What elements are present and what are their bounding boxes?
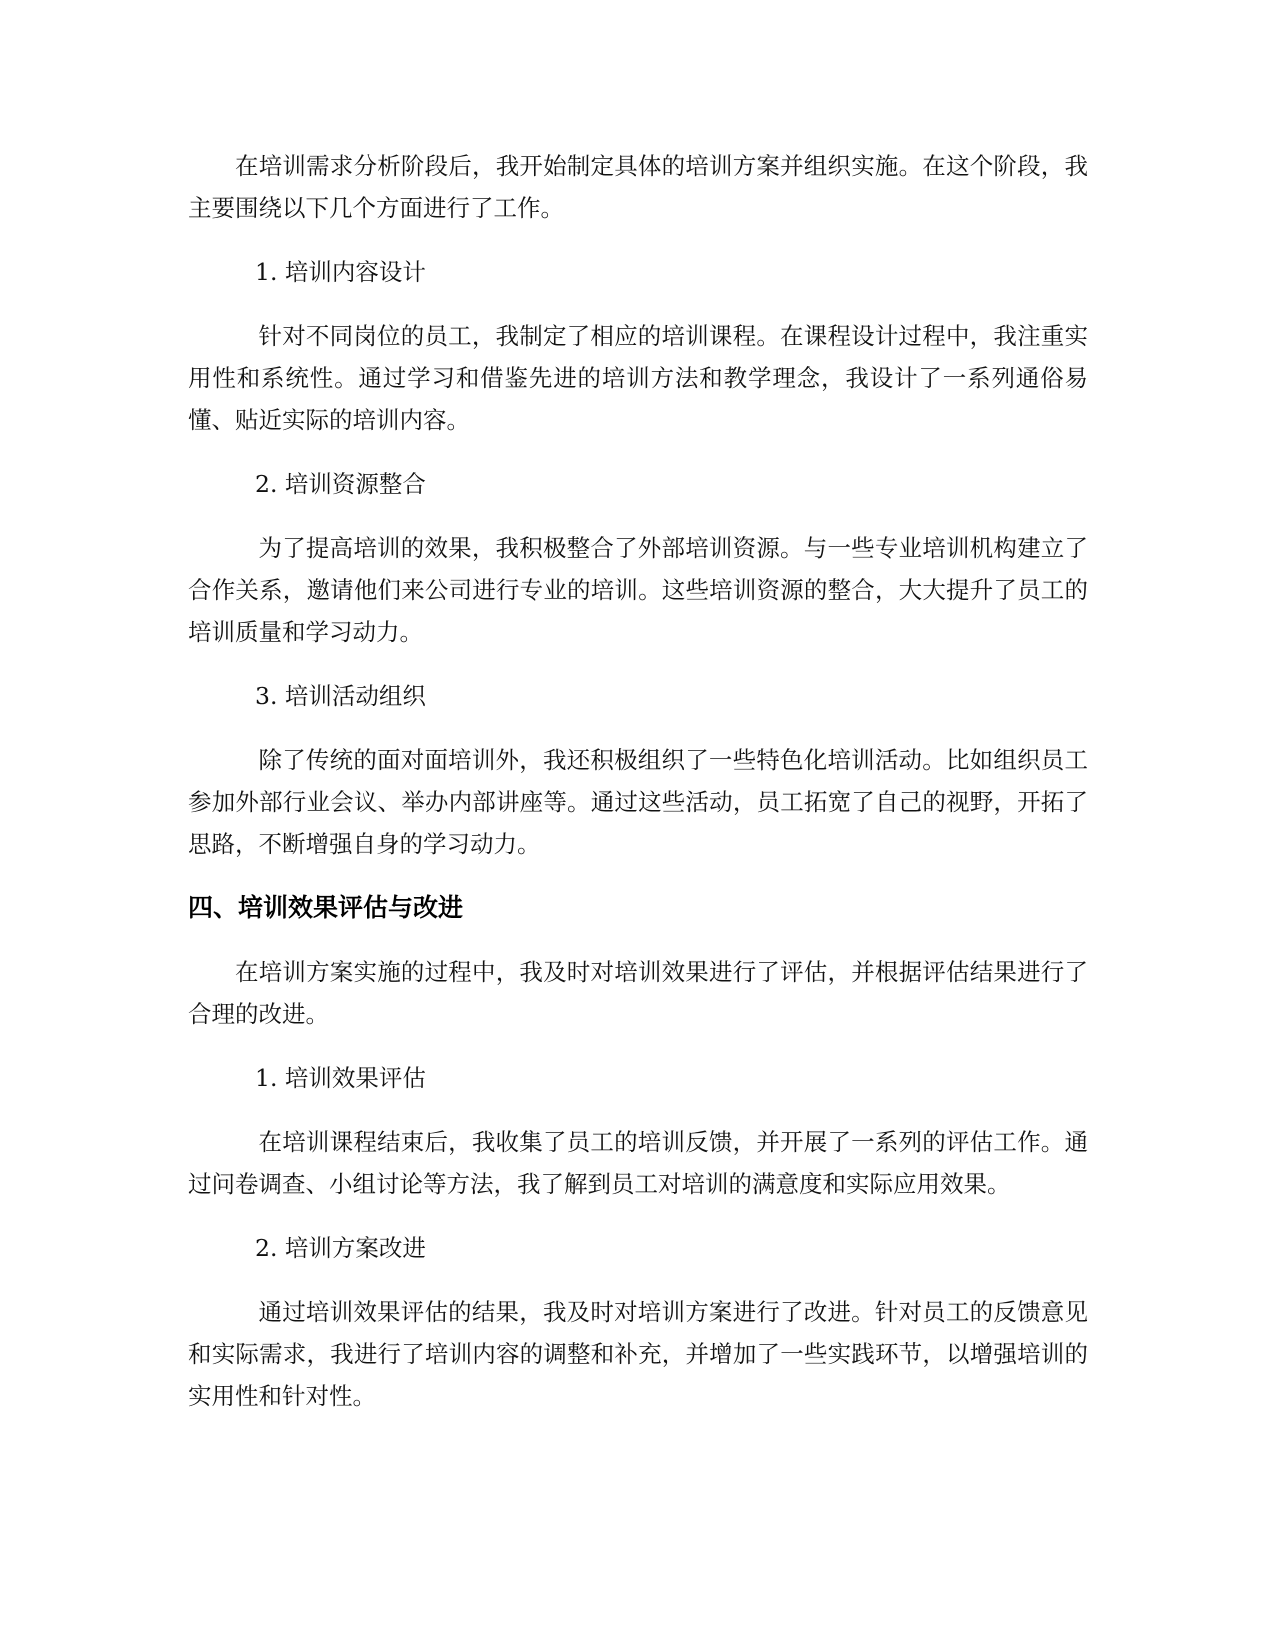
section4-intro-paragraph: 在培训方案实施的过程中，我及时对培训效果进行了评估，并根据评估结果进行了合理的改进。 — [188, 958, 1088, 1028]
item-body-plan-improvement: 通过培训效果评估的结果，我及时对培训方案进行了改进。针对员工的反馈意见和实际需求，我进行了培训内容的调整和补充，并增加了一些实践环节，以增强培训的实用性和针对性。 — [188, 1298, 1088, 1410]
item-body-content-design: 针对不同岗位的员工，我制定了相应的培训课程。在课程设计过程中，我注重实用性和系统性。通过学习和借鉴先进的培训方法和教学理念，我设计了一系列通俗易懂、贴近实际的培训内容。 — [188, 322, 1088, 434]
item-title-activity-organization: 3. 培训活动组织 — [255, 682, 426, 710]
document-body — [188, 145, 1088, 1417]
item-title-effect-evaluation: 1. 培训效果评估 — [255, 1064, 426, 1092]
section-heading-evaluation: 四、培训效果评估与改进 — [188, 893, 464, 922]
item-body-resource-integration: 为了提高培训的效果，我积极整合了外部培训资源。与一些专业培训机构建立了合作关系，邀请他们来公司进行专业的培训。这些培训资源的整合，大大提升了员工的培训质量和学习动力。 — [188, 534, 1088, 646]
item-title-plan-improvement: 2. 培训方案改进 — [255, 1234, 426, 1262]
intro-paragraph: 在培训需求分析阶段后，我开始制定具体的培训方案并组织实施。在这个阶段，我主要围绕以下几个方面进行了工作。 — [188, 152, 1088, 222]
item-title-content-design: 1. 培训内容设计 — [255, 258, 426, 286]
item-title-resource-integration: 2. 培训资源整合 — [255, 470, 426, 498]
item-body-effect-evaluation: 在培训课程结束后，我收集了员工的培训反馈，并开展了一系列的评估工作。通过问卷调查、小组讨论等方法，我了解到员工对培训的满意度和实际应用效果。 — [188, 1128, 1088, 1198]
item-body-activity-organization: 除了传统的面对面培训外，我还积极组织了一些特色化培训活动。比如组织员工参加外部行业会议、举办内部讲座等。通过这些活动，员工拓宽了自己的视野，开拓了思路，不断增强自身的学习动力。 — [188, 746, 1088, 858]
